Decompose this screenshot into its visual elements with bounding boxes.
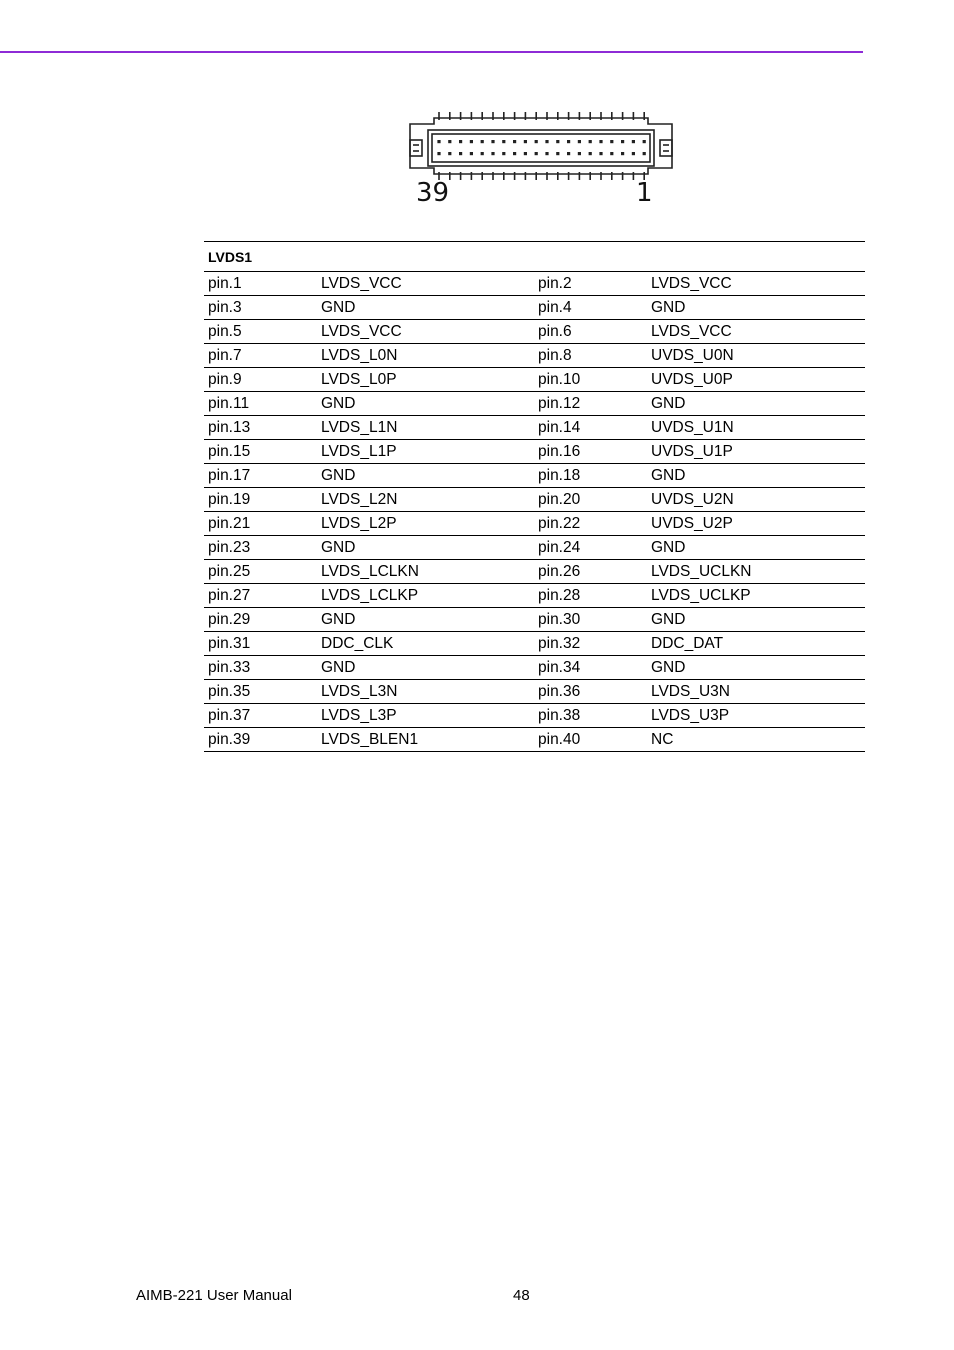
signal-name: LVDS_L2P	[317, 512, 534, 536]
signal-name: UVDS_U2N	[647, 488, 865, 512]
table-row	[204, 368, 865, 392]
signal-name: GND	[647, 536, 865, 560]
signal-name: LVDS_LCLKN	[317, 560, 534, 584]
pin-number: pin.17	[204, 464, 317, 488]
signal-name: LVDS_L3N	[317, 680, 534, 704]
signal-name: UVDS_U2P	[647, 512, 865, 536]
pin-number: pin.24	[534, 536, 647, 560]
table-header-row	[204, 242, 865, 272]
signal-name: GND	[647, 608, 865, 632]
table-row	[204, 632, 865, 656]
signal-name: LVDS_L1P	[317, 440, 534, 464]
footer-page-number: 48	[513, 1287, 530, 1304]
pin-number: pin.2	[534, 272, 647, 296]
table-row	[204, 608, 865, 632]
footer-manual-title: AIMB-221 User Manual	[136, 1287, 292, 1304]
pin-number: pin.28	[534, 584, 647, 608]
pin-number: pin.32	[534, 632, 647, 656]
pin-number: pin.7	[204, 344, 317, 368]
table-title: LVDS1	[204, 242, 865, 272]
pin-number: pin.8	[534, 344, 647, 368]
table-row	[204, 392, 865, 416]
pin-number: pin.21	[204, 512, 317, 536]
pin-number: pin.25	[204, 560, 317, 584]
table-row	[204, 320, 865, 344]
table-row	[204, 296, 865, 320]
pin-number: pin.36	[534, 680, 647, 704]
table-row	[204, 536, 865, 560]
pin-number: pin.40	[534, 728, 647, 752]
signal-name: GND	[317, 392, 534, 416]
pin-number: pin.10	[534, 368, 647, 392]
table-row	[204, 512, 865, 536]
pin-number: pin.13	[204, 416, 317, 440]
pin-number: pin.35	[204, 680, 317, 704]
pin-number: pin.38	[534, 704, 647, 728]
signal-name: GND	[317, 656, 534, 680]
pin-number: pin.15	[204, 440, 317, 464]
table-row	[204, 488, 865, 512]
signal-name: LVDS_VCC	[647, 320, 865, 344]
pin-number: pin.12	[534, 392, 647, 416]
signal-name: LVDS_UCLKN	[647, 560, 865, 584]
signal-name: LVDS_U3N	[647, 680, 865, 704]
signal-name: UVDS_U1N	[647, 416, 865, 440]
signal-name: GND	[317, 296, 534, 320]
pin-number: pin.29	[204, 608, 317, 632]
table-row	[204, 344, 865, 368]
pin-number: pin.6	[534, 320, 647, 344]
table-row	[204, 704, 865, 728]
signal-name: LVDS_BLEN1	[317, 728, 534, 752]
pin-number: pin.34	[534, 656, 647, 680]
signal-name: GND	[647, 656, 865, 680]
table-row	[204, 656, 865, 680]
pin-number: pin.19	[204, 488, 317, 512]
signal-name: GND	[317, 608, 534, 632]
signal-name: UVDS_U1P	[647, 440, 865, 464]
signal-name: UVDS_U0N	[647, 344, 865, 368]
signal-name: LVDS_L2N	[317, 488, 534, 512]
signal-name: NC	[647, 728, 865, 752]
pin-number: pin.23	[204, 536, 317, 560]
pin-number: pin.30	[534, 608, 647, 632]
signal-name: LVDS_U3P	[647, 704, 865, 728]
pin-number: pin.1	[204, 272, 317, 296]
signal-name: LVDS_VCC	[317, 320, 534, 344]
table-row	[204, 416, 865, 440]
table-row	[204, 560, 865, 584]
pin-number: pin.3	[204, 296, 317, 320]
signal-name: LVDS_L3P	[317, 704, 534, 728]
signal-name: LVDS_VCC	[647, 272, 865, 296]
signal-name: LVDS_L0N	[317, 344, 534, 368]
signal-name: GND	[647, 392, 865, 416]
lvds1-pin-table	[204, 241, 865, 752]
pin-number: pin.37	[204, 704, 317, 728]
table-row	[204, 440, 865, 464]
header-rule	[0, 51, 863, 53]
pin-number: pin.11	[204, 392, 317, 416]
connector-pin-39-label: 39	[416, 178, 450, 208]
signal-name: LVDS_L0P	[317, 368, 534, 392]
pin-number: pin.14	[534, 416, 647, 440]
pin-number: pin.16	[534, 440, 647, 464]
signal-name: LVDS_VCC	[317, 272, 534, 296]
pin-number: pin.27	[204, 584, 317, 608]
table-row	[204, 584, 865, 608]
pin-number: pin.31	[204, 632, 317, 656]
signal-name: LVDS_L1N	[317, 416, 534, 440]
signal-name: DDC_DAT	[647, 632, 865, 656]
signal-name: LVDS_LCLKP	[317, 584, 534, 608]
pin-number: pin.9	[204, 368, 317, 392]
signal-name: GND	[317, 464, 534, 488]
signal-name: DDC_CLK	[317, 632, 534, 656]
pin-number: pin.26	[534, 560, 647, 584]
pin-number: pin.39	[204, 728, 317, 752]
signal-name: LVDS_UCLKP	[647, 584, 865, 608]
pin-number: pin.18	[534, 464, 647, 488]
pin-number: pin.33	[204, 656, 317, 680]
table-row	[204, 680, 865, 704]
table-row	[204, 464, 865, 488]
signal-name: GND	[317, 536, 534, 560]
pin-number: pin.5	[204, 320, 317, 344]
table-row	[204, 728, 865, 752]
pin-number: pin.4	[534, 296, 647, 320]
connector-pin-1-label: 1	[636, 178, 653, 208]
signal-name: GND	[647, 296, 865, 320]
table-row	[204, 272, 865, 296]
pin-number: pin.22	[534, 512, 647, 536]
signal-name: UVDS_U0P	[647, 368, 865, 392]
signal-name: GND	[647, 464, 865, 488]
pin-number: pin.20	[534, 488, 647, 512]
